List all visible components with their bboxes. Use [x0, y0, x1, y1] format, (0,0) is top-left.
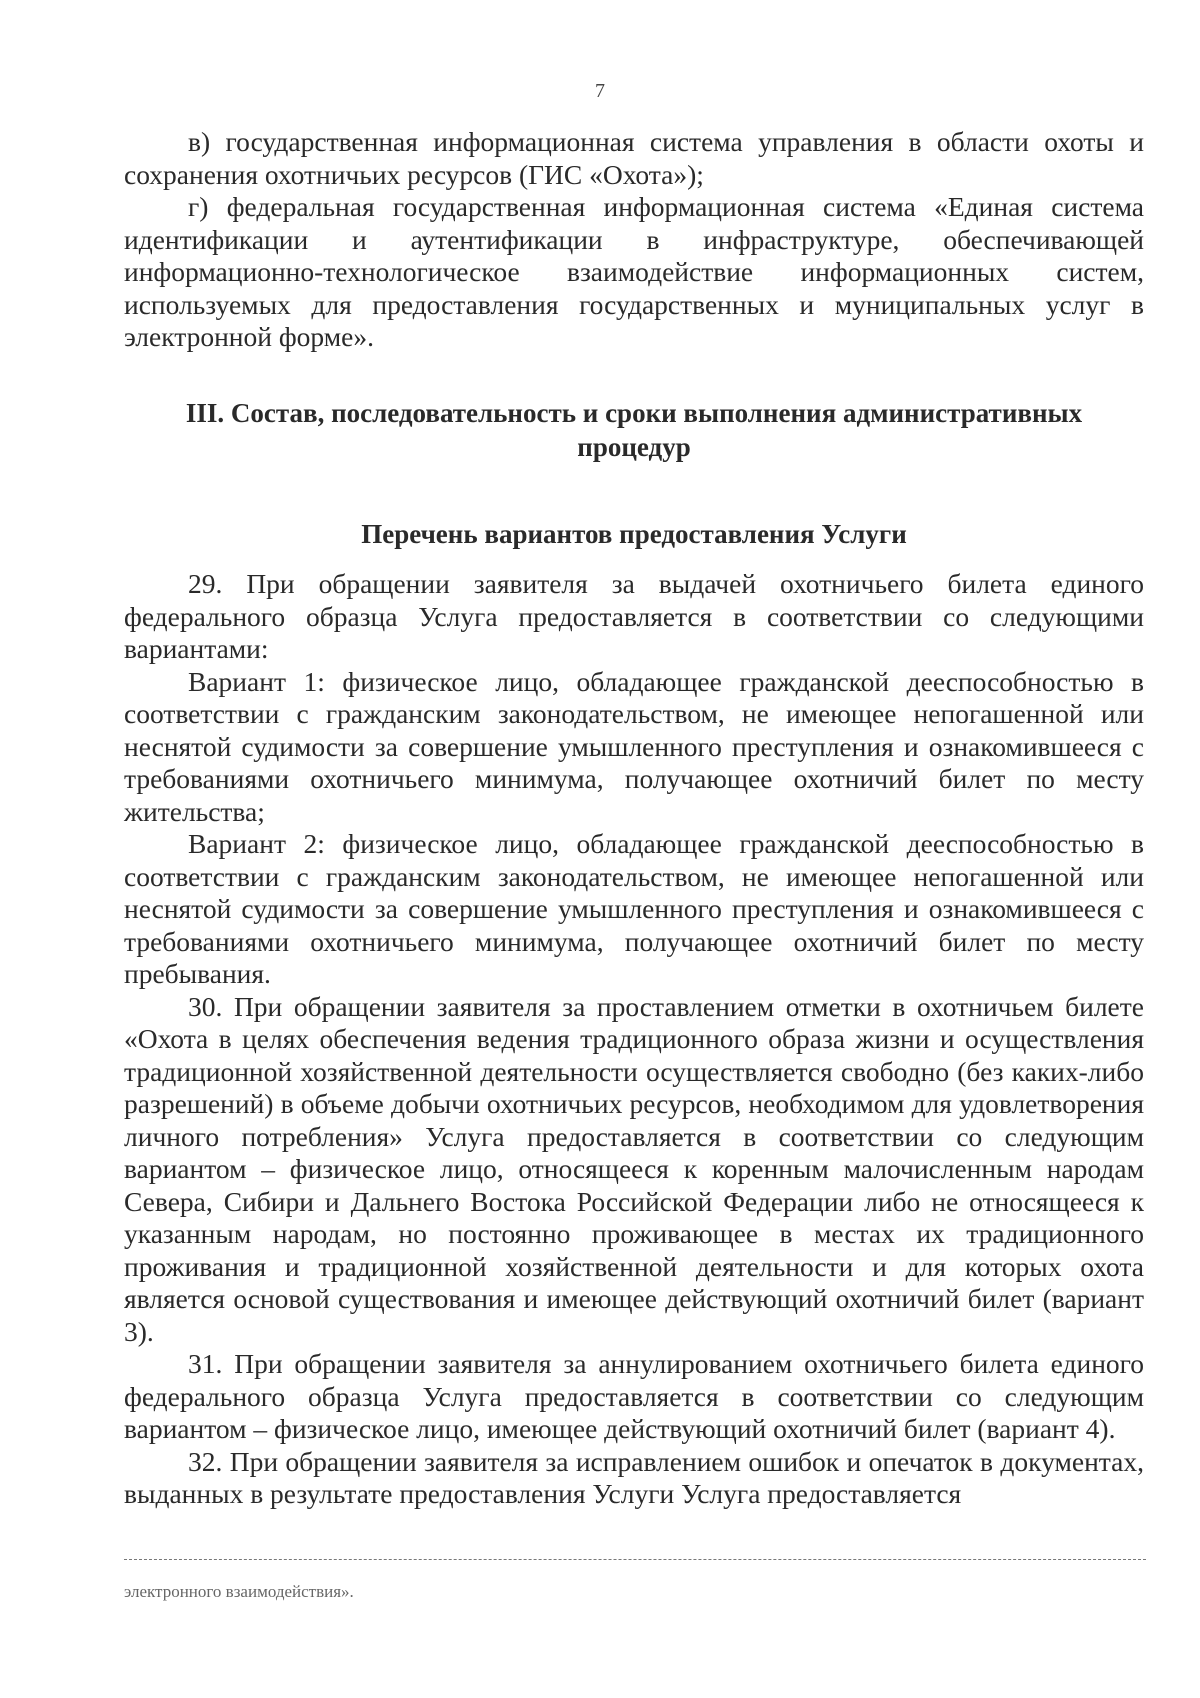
- page-number: 7: [595, 80, 605, 102]
- paragraph-item-g: г) федеральная государственная информационная система «Единая система идентификации и аутентификации в инфраструктуре, обеспечивающей информационно-технологическое взаимодействие информационных систем, используемых для предоставления государственных и муниципальных услуг в электронной форме».: [124, 191, 1144, 352]
- paragraph-variant-1: Вариант 1: физическое лицо, обладающее гражданской дееспособностью в соответствии с гражданским законодательством, не имеющее непогашенной или неснятой судимости за совершение умышленного преступления и ознакомившееся с требованиями охотничьего минимума, получающее охотничий билет по месту жительства;: [124, 665, 1144, 827]
- paragraph-29: 29. При обращении заявителя за выдачей охотничьего билета единого федерального образца Услуга предоставляется в соответствии со следующими вариантами:: [124, 568, 1144, 664]
- paragraph-30: 30. При обращении заявителя за проставлением отметки в охотничьем билете «Охота в целях обеспечения ведения традиционного образа жизни и осуществления традиционной хозяйственной деятельности осуществляется свободно (без каких-либо разрешений) в объеме добычи охотничьих ресурсов, необходимом для удовлетворения личного потребления» Услуга предоставляется в соответствии со следующим вариантом – физическое лицо, относящееся к коренным малочисленным народам Севера, Сибири и Дальнего Востока Российской Федерации либо не относящееся к указанным народам, но постоянно проживающее в местах их традиционного проживания и традиционной хозяйственной деятельности и для которых охота является основой существования и имеющее действующий охотничий билет (вариант 3).: [124, 990, 1144, 1347]
- paragraph-variant-2: Вариант 2: физическое лицо, обладающее гражданской дееспособностью в соответствии с гражданским законодательством, не имеющее непогашенной или неснятой судимости за совершение умышленного преступления и ознакомившееся с требованиями охотничьего минимума, получающее охотничий билет по месту пребывания.: [124, 828, 1144, 989]
- document-body: [124, 126, 1144, 1511]
- subsection-heading: Перечень вариантов предоставления Услуги: [361, 518, 907, 549]
- paragraph-32: 32. При обращении заявителя за исправлением ошибок и опечаток в документах, выданных в результате предоставления Услуги Услуга предоставляется: [124, 1445, 1144, 1509]
- footnote-text: электронного взаимодействия».: [124, 1582, 354, 1601]
- section-heading: III. Состав, последовательность и сроки выполнения административных процедур: [185, 397, 1083, 462]
- footnote-divider: [124, 1559, 1146, 1560]
- paragraph-item-v: в) государственная информационная система управления в области охоты и сохранения охотничьих ресурсов (ГИС «Охота»);: [124, 126, 1144, 190]
- paragraph-31: 31. При обращении заявителя за аннулированием охотничьего билета единого федерального образца Услуга предоставляется в соответствии со следующим вариантом – физическое лицо, имеющее действующий охотничий билет (вариант 4).: [124, 1348, 1144, 1444]
